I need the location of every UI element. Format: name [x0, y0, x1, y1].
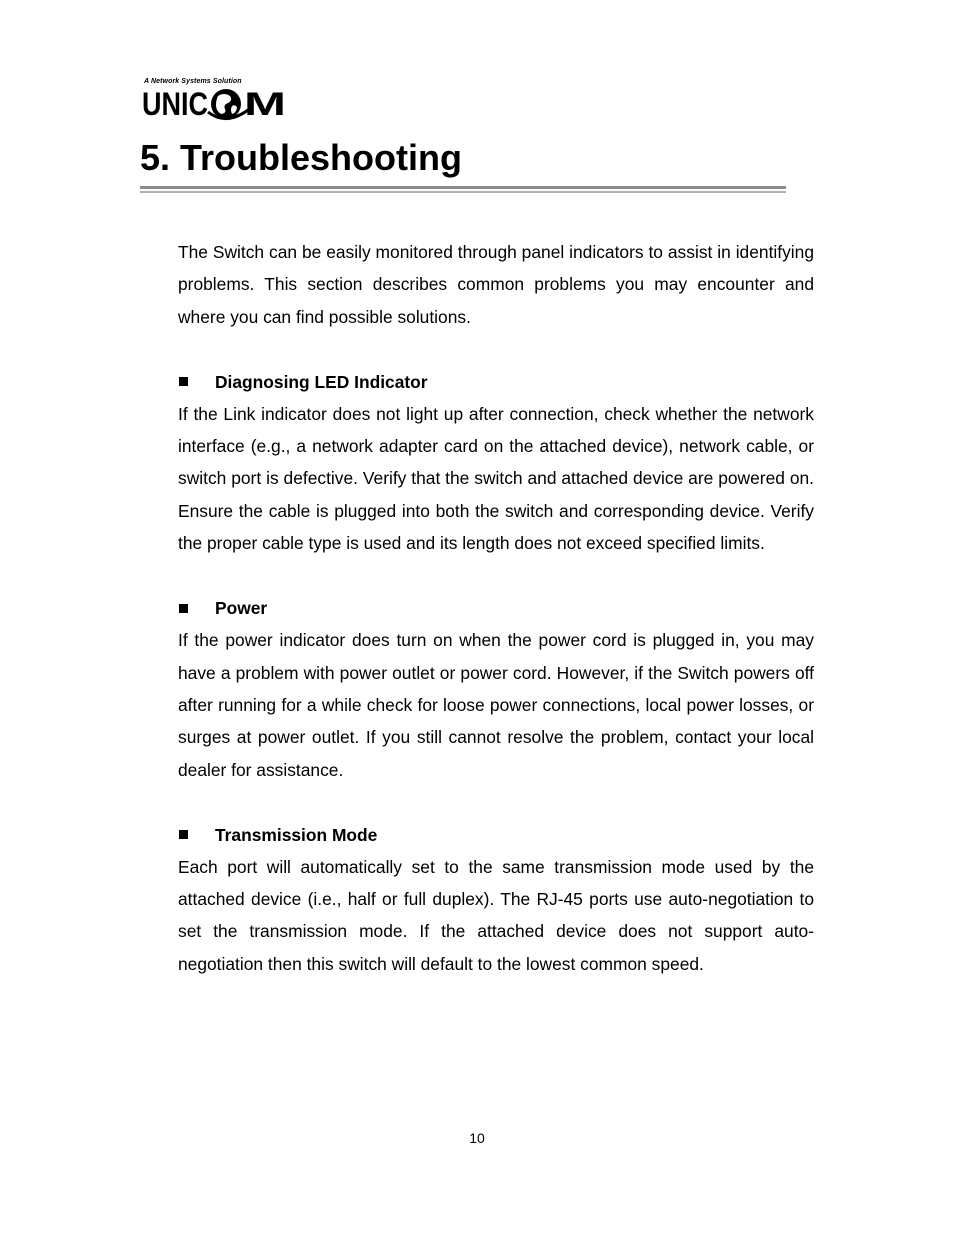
square-bullet-icon [179, 604, 188, 613]
title-rule [140, 186, 786, 189]
main-content [178, 236, 814, 980]
svg-text:M: M [244, 86, 286, 122]
section-body-diagnosing-led: If the Link indicator does not light up after connection, check whether the network interface (e.g., a network adapter card on the attached device), network cable, or switch port is defective. Verify that the switch and attached device are powered on. Ensure the cable is plugged into both the switch and corresponding device. Verify the proper cable type is used and its length does not exceed specified limits. [178, 403, 814, 554]
page-title: 5. Troubleshooting [140, 137, 462, 178]
section-heading-label: Power [215, 598, 268, 619]
page-number: 10 [469, 1130, 485, 1146]
section-heading-transmission-mode [178, 819, 814, 851]
square-bullet-icon [179, 377, 188, 386]
section-body-transmission-mode: Each port will automatically set to the same transmission mode used by the attached device (i.e., half or full duplex). The RJ-45 ports use auto-negotiation to set the transmission mode. If the attached device does not support auto-negotiation then this switch will default to the lowest common speed. [178, 856, 814, 974]
section-heading-label: Transmission Mode [215, 824, 378, 845]
section-body-power: If the power indicator does turn on when the power cord is plugged in, you may have a problem with power outlet or power cord. However, if the Switch powers off after running for a while check for loose power connections, local power losses, or surges at power outlet. If you still cannot resolve the problem, contact your local dealer for assistance. [178, 630, 814, 780]
svg-text:UNIC: UNIC [142, 86, 208, 122]
logo-tagline: A Network Systems Solution [144, 78, 242, 85]
square-bullet-icon [179, 830, 188, 839]
section-heading-diagnosing-led [178, 366, 814, 398]
section-heading-label: Diagnosing LED Indicator [215, 371, 428, 392]
section-heading-power [178, 592, 814, 624]
intro-paragraph: The Switch can be easily monitored through panel indicators to assist in identifying problems. This section describes common problems you may encounter and where you can find possible solutions. [178, 242, 814, 327]
globe-icon [142, 84, 290, 126]
title-rule-secondary [140, 191, 786, 193]
unicom-logo [142, 78, 292, 126]
